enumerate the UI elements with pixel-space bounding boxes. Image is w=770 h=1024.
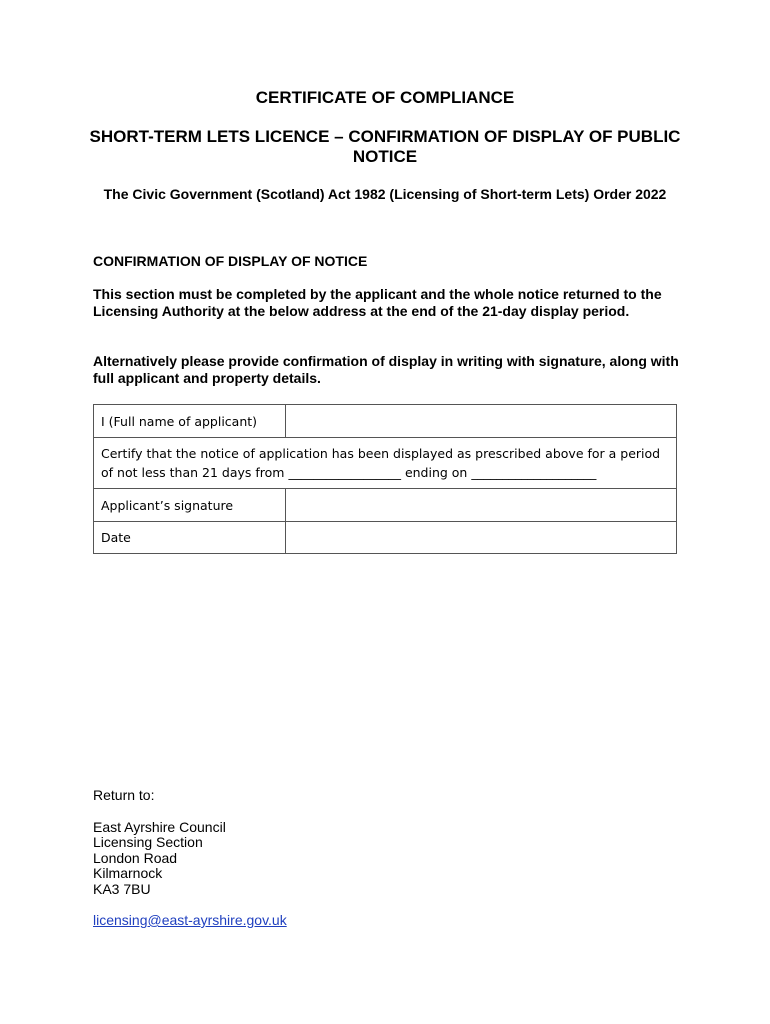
address-line-council: East Ayrshire Council [93, 818, 226, 835]
address-line-street: London Road [93, 849, 178, 866]
full-name-label: I (Full name of applicant) [94, 405, 286, 438]
signature-label: Applicant’s signature [94, 489, 286, 522]
ending-date-blank[interactable]: ____________________ [471, 465, 597, 480]
licence-subtitle: SHORT-TERM LETS LICENCE – CONFIRMATION OF DISPLAY OF PUBLIC NOTICE [89, 127, 681, 166]
full-name-field[interactable] [286, 405, 677, 438]
address-line-postcode: KA3 7BU [93, 880, 151, 897]
form-row-signature [94, 489, 677, 522]
certify-statement [94, 438, 677, 489]
return-address-block [93, 788, 287, 929]
form-row-certify [94, 438, 677, 489]
certify-text: Certify that the notice of application has been displayed as prescribed above for a period of not less than 21 days from [101, 446, 661, 480]
date-field[interactable] [286, 522, 677, 554]
alternative-paragraph: Alternatively please provide confirmation of display in writing with signature, along with full applicant and property details. [93, 353, 679, 386]
instruction-paragraph: This section must be completed by the applicant and the whole notice returned to the Licensing Authority at the below address at the end of the 21-day display period. [93, 286, 662, 319]
contact-email-link[interactable]: licensing@east-ayrshire.gov.uk [93, 912, 287, 928]
address-line-section: Licensing Section [93, 834, 203, 850]
date-label: Date [94, 522, 286, 554]
confirmation-form [93, 404, 677, 554]
signature-field[interactable] [286, 489, 677, 522]
form-row-date [94, 522, 677, 554]
return-heading: Return to: [93, 787, 155, 803]
ending-on-label: ending on [404, 465, 468, 480]
section-heading: CONFIRMATION OF DISPLAY OF NOTICE [93, 253, 368, 269]
from-date-blank[interactable]: __________________ [288, 465, 401, 480]
act-reference: The Civic Government (Scotland) Act 1982 (Licensing of Short-term Lets) Order 2022 [103, 186, 667, 202]
certificate-title: CERTIFICATE OF COMPLIANCE [255, 88, 515, 107]
address-line-town: Kilmarnock [93, 865, 163, 881]
form-row-full-name [94, 405, 677, 438]
